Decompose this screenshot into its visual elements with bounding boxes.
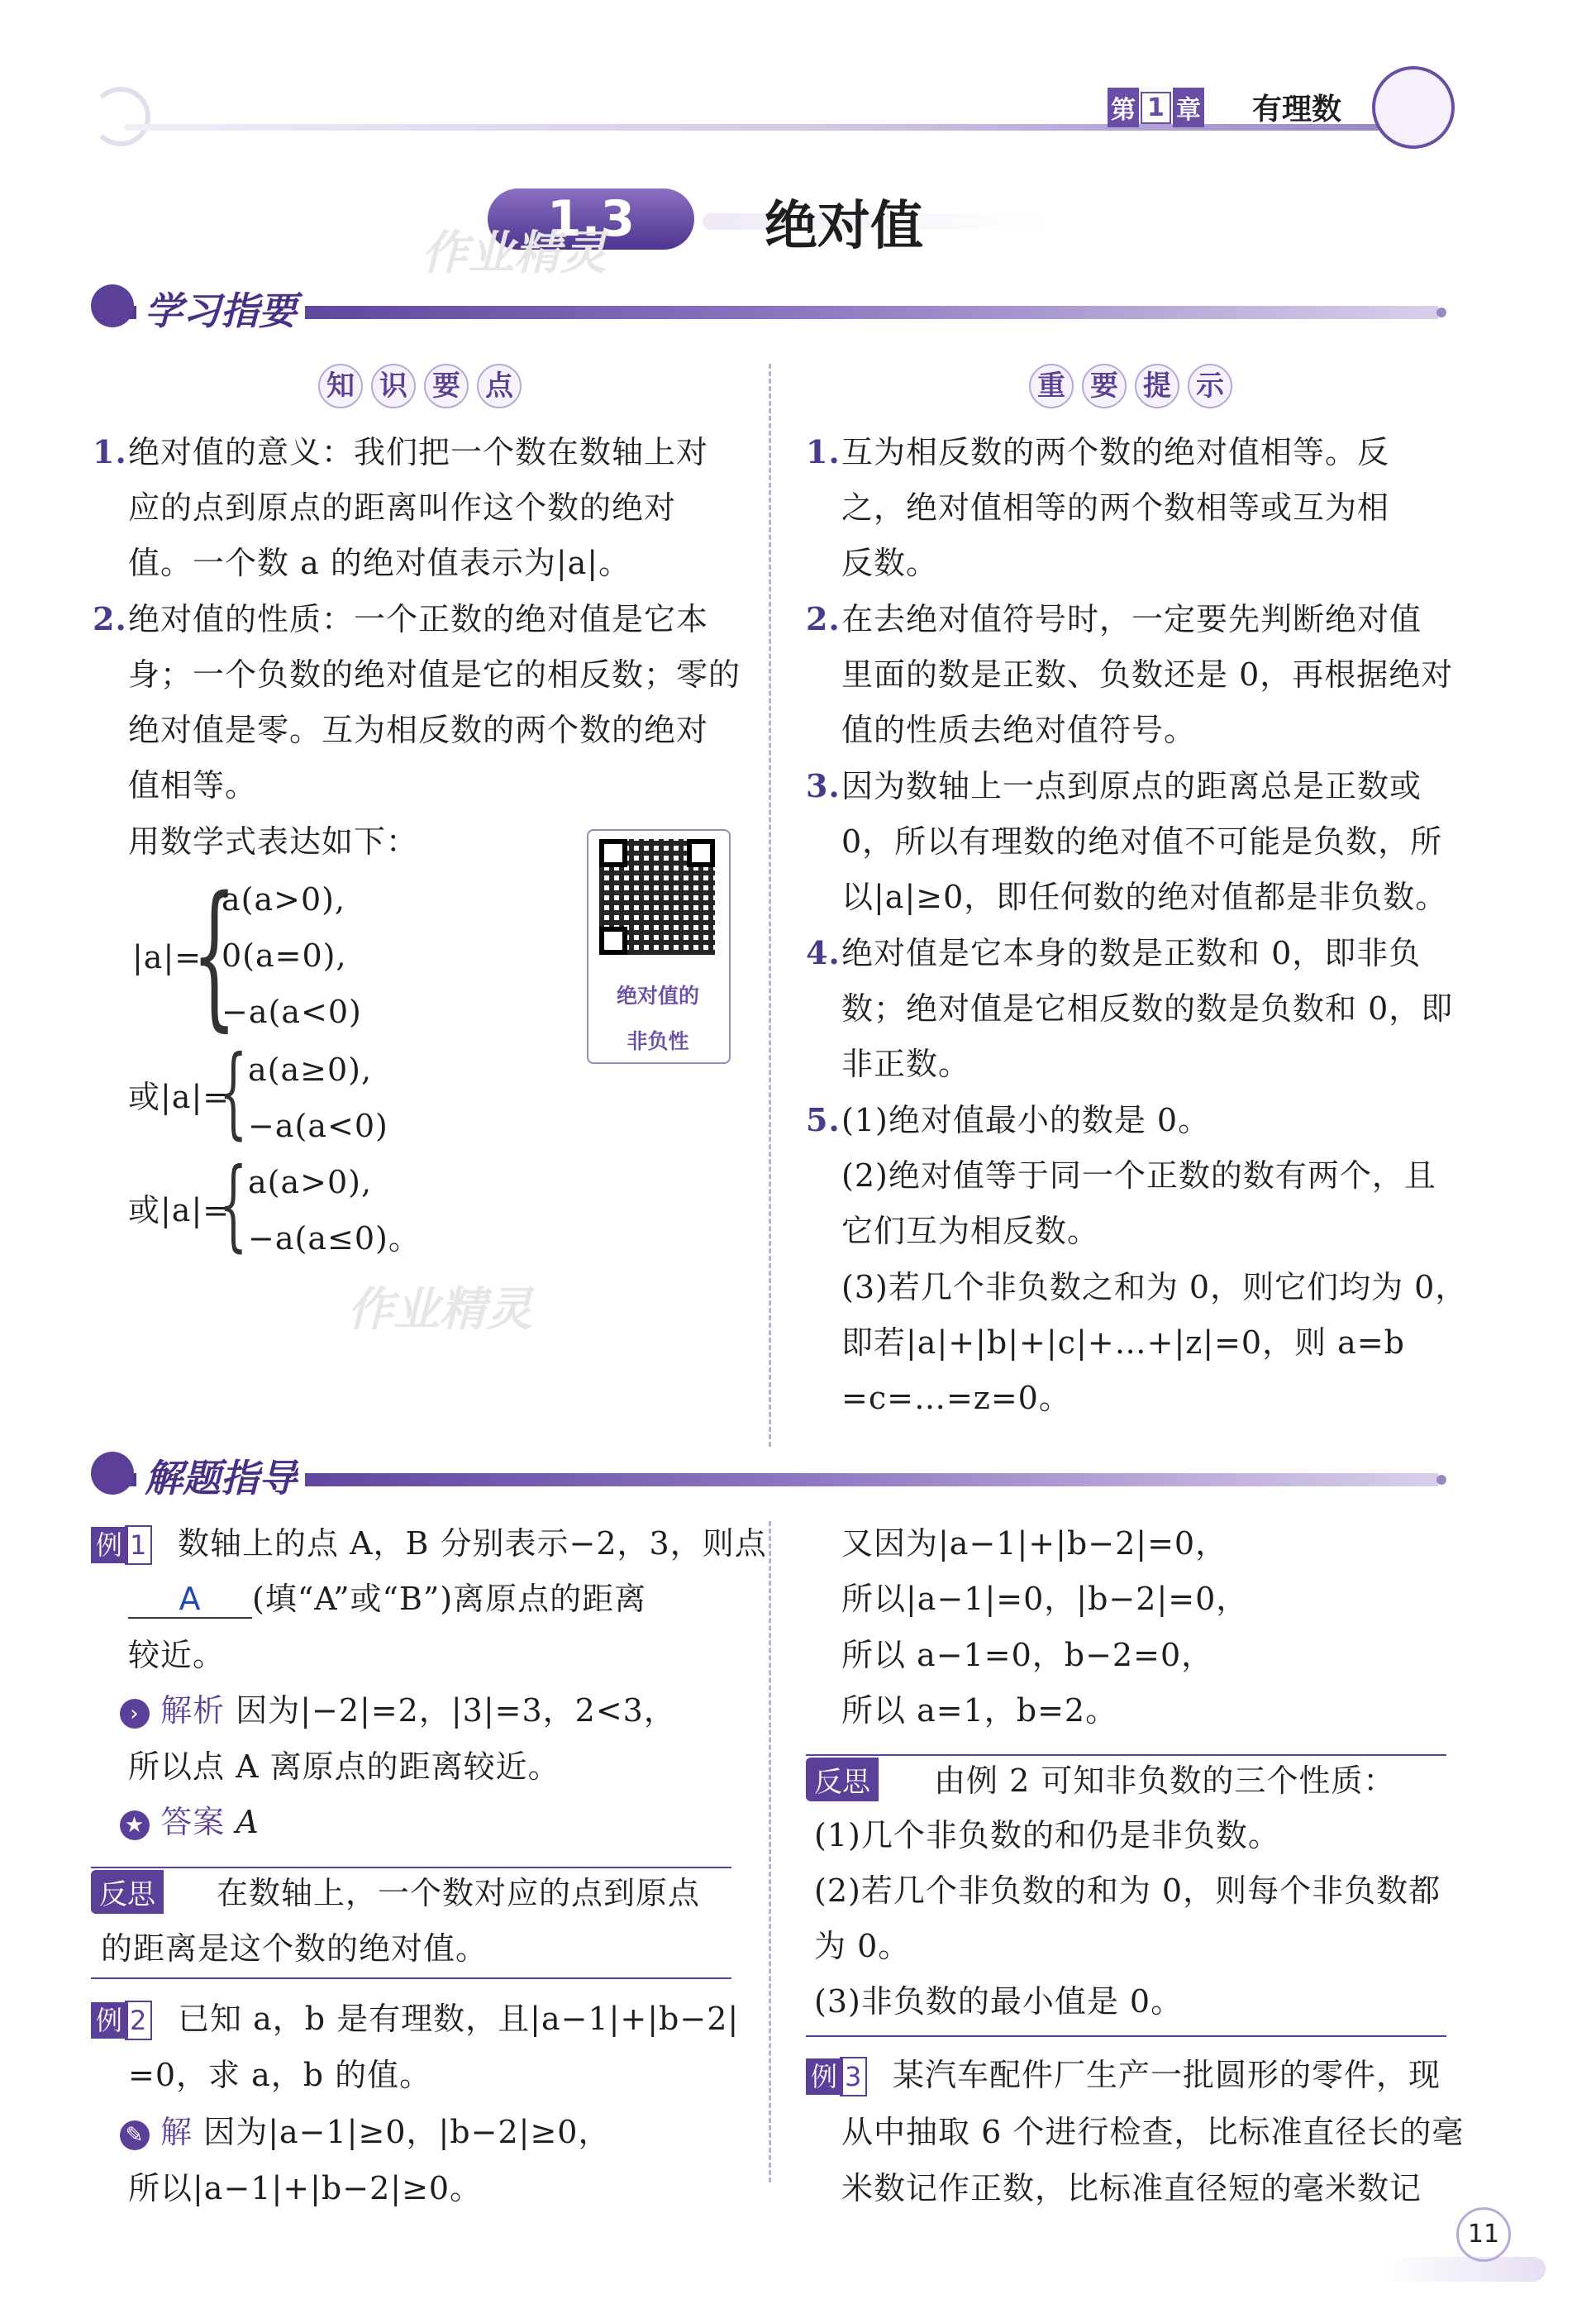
heading-char: 示 — [1188, 364, 1232, 408]
header-swirl-decoration — [91, 87, 150, 146]
star-icon: ★ — [120, 1810, 150, 1840]
banner-phone-icon — [91, 1452, 134, 1495]
reflection-tag: 反思 — [91, 1870, 164, 1914]
reflection-text: (3)非负数的最小值是 0。 — [814, 1983, 1184, 2020]
answer-label: 答案 — [160, 1804, 226, 1840]
example-tag-number: 1 — [125, 1525, 152, 1565]
example-tag-label: 例 — [91, 1527, 128, 1563]
tip-number: 1. — [806, 433, 841, 470]
section-number: 1.3 — [488, 188, 694, 250]
chapter-suffix: 章 — [1173, 88, 1204, 127]
tip-line: 以|a|≥0，即任何数的绝对值都是非负数。 — [841, 879, 1448, 915]
knowledge-line: 应的点到原点的距离叫作这个数的绝对 — [128, 489, 677, 526]
tip-line: 之，绝对值相等的两个数相等或互为相 — [841, 489, 1390, 526]
heading-char: 识 — [371, 364, 416, 408]
solution-text: 所以|a−1|+|b−2|≥0。 — [128, 2170, 483, 2206]
banner-bar — [124, 1473, 1438, 1486]
chapter-title: 有理数 — [1252, 93, 1342, 126]
heading-char: 点 — [477, 364, 522, 408]
tip-number: 2. — [806, 600, 841, 637]
example1-question-line3: 较近。 — [128, 1637, 226, 1673]
watermark: 作业精灵 — [347, 1282, 532, 1337]
qr-finder — [687, 839, 715, 867]
banner-dot — [1436, 1475, 1446, 1485]
tip-line: 在去绝对值符号时，一定要先判断绝对值 — [841, 601, 1422, 637]
tip-line: 非正数。 — [841, 1046, 971, 1082]
chapter-prefix: 第 — [1108, 88, 1139, 127]
analysis-label: 解析 — [160, 1692, 226, 1729]
formula-case: −a(a<0) — [248, 1108, 388, 1144]
reflection-text: 的距离是这个数的绝对值。 — [101, 1930, 488, 1967]
tip-line: 因为数轴上一点到原点的距离总是正数或 — [841, 768, 1422, 804]
section-title: 绝对值 — [765, 196, 923, 257]
knowledge-line: 绝对值是零。互为相反数的两个数的绝对 — [128, 712, 709, 748]
formula-brace: { — [219, 1035, 248, 1150]
formula-brace: { — [192, 863, 237, 1046]
example1-question: 数轴上的点 A，B 分别表示−2，3，则点 — [178, 1525, 767, 1562]
knowledge-line: 身；一个负数的绝对值是它的相反数；零的 — [128, 656, 741, 693]
formula-case: −a(a<0) — [222, 994, 362, 1030]
tip-line: 值的性质去绝对值符号。 — [841, 712, 1197, 748]
banner-title: 学习指要 — [136, 281, 305, 336]
example1-analysis — [120, 1692, 676, 1729]
chapter-number: 1 — [1141, 92, 1171, 124]
heading-char: 重 — [1029, 364, 1074, 408]
example3-tag — [806, 2057, 867, 2096]
formula-case: a(a>0), — [222, 881, 346, 918]
heading-char: 提 — [1135, 364, 1179, 408]
example3-question: 米数记作正数，比标准直径短的毫米数记 — [841, 2170, 1422, 2206]
formula-left: 或|a|= — [128, 1192, 231, 1228]
reflection-text: 由例 2 可知非负数的三个性质： — [934, 1763, 1396, 1799]
formula-case: a(a≥0), — [248, 1052, 373, 1088]
example3-question: 从中抽取 6 个进行检查，比标准直径长的毫 — [841, 2114, 1465, 2150]
reflection-text: (2)若几个非负数的和为 0，则每个非负数都 — [814, 1872, 1441, 1909]
knowledge-line: 绝对值的性质：一个正数的绝对值是它本 — [128, 601, 709, 637]
knowledge-line: 绝对值的意义：我们把一个数在数轴上对 — [128, 434, 709, 470]
banner-bar — [124, 306, 1438, 319]
example3-question: 某汽车配件厂生产一批圆形的零件，现 — [893, 2057, 1441, 2093]
formula-case: a(a>0), — [248, 1164, 373, 1200]
tip-line: 它们互为相反数。 — [841, 1213, 1100, 1249]
chapter-badge — [1108, 89, 1204, 126]
answer-value: A — [236, 1804, 260, 1840]
example2-question-line2: =0，求 a，b 的值。 — [128, 2057, 432, 2093]
example1-answer — [120, 1804, 260, 1840]
reflection-text: 为 0。 — [814, 1928, 911, 1964]
qr-finder — [599, 927, 627, 955]
tip-line: 互为相反数的两个数的绝对值相等。反 — [841, 434, 1390, 470]
tip-line: 0，所以有理数的绝对值不可能是负数，所 — [841, 823, 1443, 860]
tip-line: (1)绝对值最小的数是 0。 — [841, 1102, 1211, 1138]
heading-char: 要 — [424, 364, 469, 408]
solution-text: 又因为|a−1|+|b−2|=0， — [841, 1525, 1228, 1562]
solution-text: 所以|a−1|=0，|b−2|=0， — [841, 1581, 1249, 1617]
knowledge-item-number: 2. — [93, 600, 127, 637]
solution-text: 所以 a=1，b=2。 — [841, 1692, 1118, 1729]
tip-line: 反数。 — [841, 545, 939, 581]
formula-case: 0(a=0), — [222, 937, 347, 974]
example-tag-number: 3 — [840, 2057, 867, 2096]
chevron-right-icon: › — [120, 1699, 150, 1729]
column-divider — [769, 364, 771, 1447]
banner-pen-icon — [91, 284, 134, 327]
formula-left: |a|= — [132, 939, 202, 975]
heading-char: 知 — [318, 364, 363, 408]
example2-solution — [120, 2114, 610, 2150]
pencil-icon: ✎ — [120, 2120, 150, 2150]
heading-char: 要 — [1082, 364, 1127, 408]
knowledge-item-number: 1. — [93, 433, 127, 470]
example1-question-rest: (填“A”或“B”)离原点的距离 — [252, 1581, 647, 1617]
tip-line: 数；绝对值是它相反数的数是负数和 0，即 — [841, 990, 1454, 1027]
example-tag-label: 例 — [806, 2058, 843, 2095]
qr-finder — [599, 839, 627, 867]
formula-case: −a(a≤0)。 — [248, 1220, 421, 1257]
tip-line: 绝对值是它本身的数是正数和 0，即非负 — [841, 935, 1422, 971]
knowledge-heading — [318, 364, 522, 408]
reflection-text: (1)几个非负数的和仍是非负数。 — [814, 1817, 1280, 1853]
example-tag-label: 例 — [91, 2002, 128, 2039]
publisher-logo-icon — [1372, 66, 1455, 149]
banner-dot — [1436, 308, 1446, 317]
tips-heading — [1029, 364, 1232, 408]
banner-title: 解题指导 — [136, 1448, 305, 1503]
solution-label: 解 — [160, 2114, 193, 2150]
example1-analysis-line2: 所以点 A 离原点的距离较近。 — [128, 1748, 560, 1785]
tip-number: 4. — [806, 934, 841, 971]
formula-left: 或|a|= — [128, 1079, 231, 1115]
knowledge-line: 用数学式表达如下： — [128, 823, 419, 860]
answer-blank: A — [128, 1581, 252, 1619]
problem-guide-banner — [91, 1448, 1446, 1500]
solution-text: 因为|a−1|≥0，|b−2|≥0， — [203, 2114, 611, 2150]
tip-number: 3. — [806, 767, 841, 804]
tip-number: 5. — [806, 1101, 841, 1138]
study-guide-banner — [91, 281, 1446, 333]
tip-line: (2)绝对值等于同一个正数的数有两个，且 — [841, 1157, 1436, 1194]
tip-line: 即若|a|+|b|+|c|+…+|z|=0，则 a=b — [841, 1324, 1405, 1361]
column-divider — [769, 1521, 771, 2182]
tip-line: =c=…=z=0。 — [841, 1380, 1071, 1416]
tip-line: (3)若几个非负数之和为 0，则它们均为 0， — [841, 1269, 1468, 1305]
example-tag-number: 2 — [125, 2001, 152, 2040]
knowledge-line: 值。一个数 a 的绝对值表示为|a|。 — [128, 545, 631, 581]
qr-caption: 非负性 — [626, 1029, 689, 1053]
reflection-text: 在数轴上，一个数对应的点到原点 — [217, 1875, 701, 1911]
watermark: 作业精灵 — [422, 226, 607, 280]
example1-question-line2 — [128, 1581, 646, 1619]
knowledge-line: 值相等。 — [128, 767, 258, 804]
qr-caption: 绝对值的 — [616, 984, 699, 1008]
tip-line: 里面的数是正数、负数还是 0，再根据绝对 — [841, 656, 1454, 693]
reflection-tag: 反思 — [806, 1758, 879, 1801]
formula-brace: { — [219, 1147, 248, 1262]
example2-tag — [91, 2001, 152, 2040]
footer-decoration — [1380, 2257, 1546, 2282]
page-number: 11 — [1456, 2207, 1511, 2262]
solution-text: 所以 a−1=0，b−2=0， — [841, 1637, 1214, 1673]
example1-tag — [91, 1525, 152, 1565]
analysis-text: 因为|−2|=2，|3|=3，2<3， — [236, 1692, 676, 1729]
example2-question: 已知 a，b 是有理数，且|a−1|+|b−2| — [178, 2001, 740, 2037]
